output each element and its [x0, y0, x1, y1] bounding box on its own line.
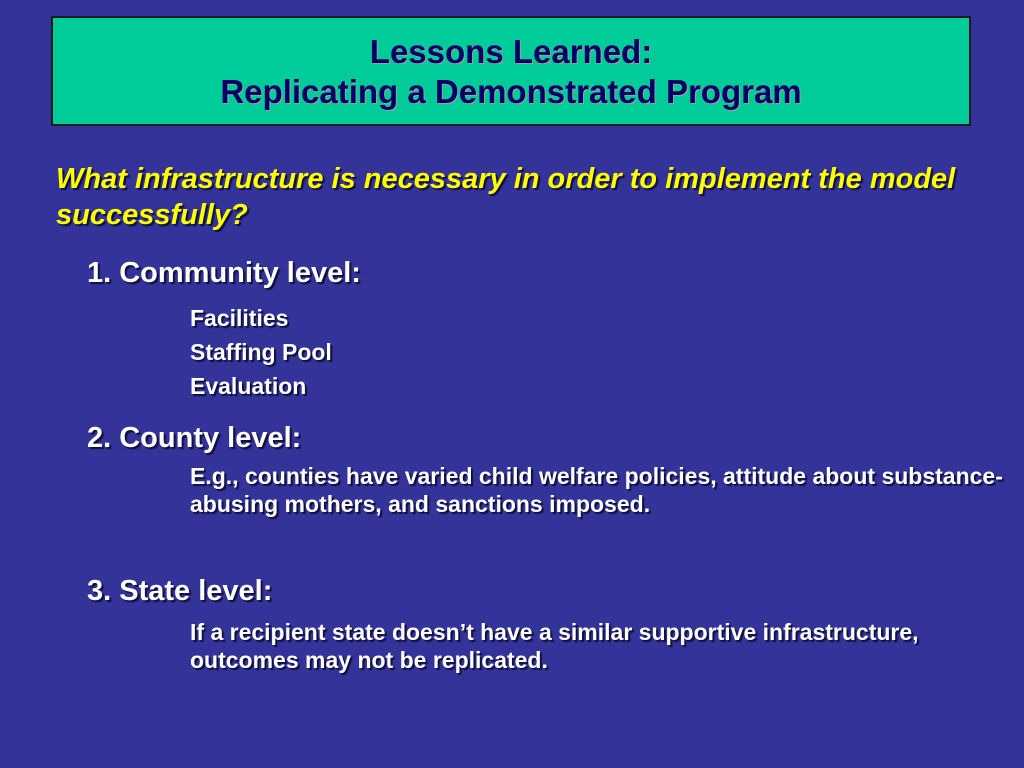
- slide-title-line-1: Lessons Learned:: [369, 33, 653, 70]
- state-level-text: If a recipient state doesn’t have a similar supportive infrastructure, outcomes may not be replicated.: [190, 619, 919, 673]
- community-level-heading: 1. Community level:: [87, 257, 361, 289]
- state-level-heading: 3. State level:: [87, 575, 273, 607]
- county-level-heading: 2. County level:: [87, 422, 302, 454]
- county-level-text: E.g., counties have varied child welfare policies, attitude about substance-abusing mothers, and sanctions imposed.: [190, 463, 1003, 517]
- question-text: What infrastructure is necessary in order to implement the model successfully?: [56, 163, 956, 231]
- slide-title-line-2: Replicating a Demonstrated Program: [220, 73, 802, 110]
- community-item-facilities: Facilities: [190, 305, 289, 331]
- community-item-staffing-pool: Staffing Pool: [190, 339, 332, 365]
- community-item-evaluation: Evaluation: [190, 373, 307, 399]
- title-box: [51, 16, 971, 126]
